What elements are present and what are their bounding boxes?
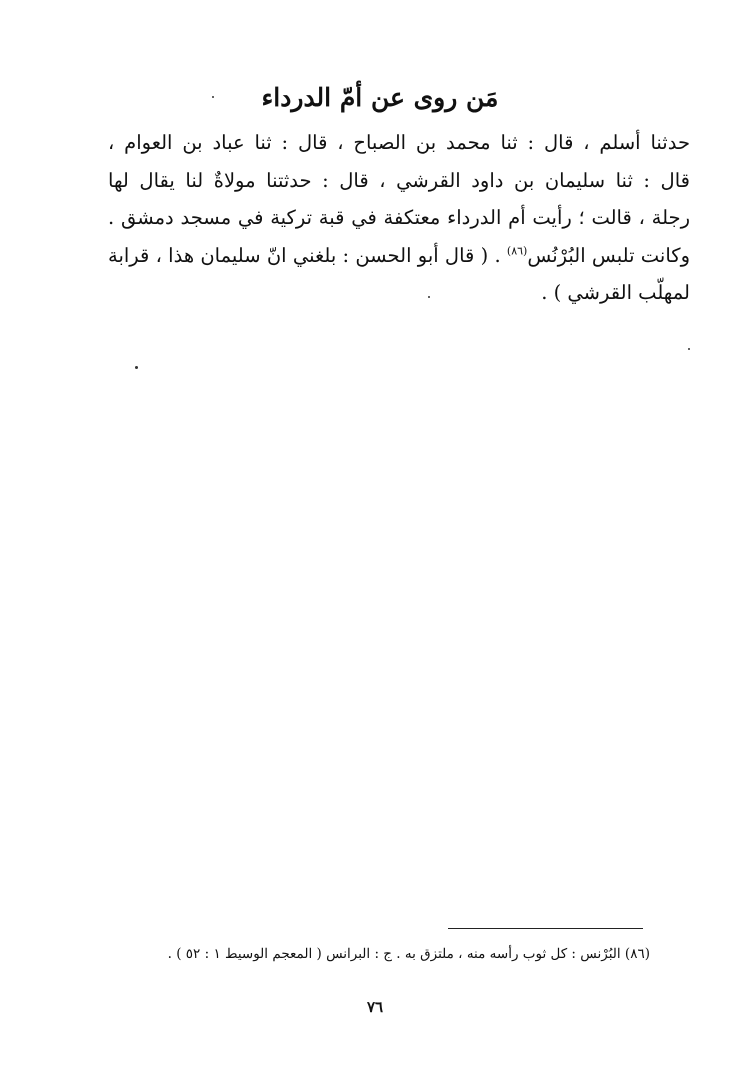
footnote-reference[interactable]: (٨٦) [506,244,528,257]
scan-speck [688,348,690,350]
paragraph-line-1: حدثنا أسلم ، قال : ثنا محمد بن الصباح ، قال : ثنا عباد بن العوام ، [108,131,690,154]
main-paragraph [108,124,690,312]
page-title: مَن روى عن أمّ الدرداء [261,83,499,112]
scan-speck [135,366,138,369]
paragraph-line-5: لمهلّب القرشي ) . [541,281,690,304]
paragraph-line-4-end: . ( قال أبو الحسن : بلغني انّ سليمان هذا ، قرابة [108,243,507,267]
footnote-divider [448,928,643,929]
scan-speck [212,96,214,98]
scan-speck [428,296,430,298]
paragraph-line-3: رجلة ، قالت ؛ رأيت أم الدرداء معتكفة في قبة تركية في مسجد دمشق . [108,206,690,229]
paragraph-line-2: قال : ثنا سليمان بن داود القرشي ، قال : حدثتنا مولاةٌ لنا يقال لها [108,168,690,192]
page-number: ٧٦ [366,998,384,1016]
footnote-text: (٨٦) البُرْنس : كل ثوب رأسه منه ، ملتزق به . ج : البرانس ( المعجم الوسيط ١ : ٥٢ ) . [167,946,650,962]
paragraph-line-4 [108,237,690,275]
paragraph-line-4-start: وكانت تلبس البُرْنُس [527,243,690,267]
